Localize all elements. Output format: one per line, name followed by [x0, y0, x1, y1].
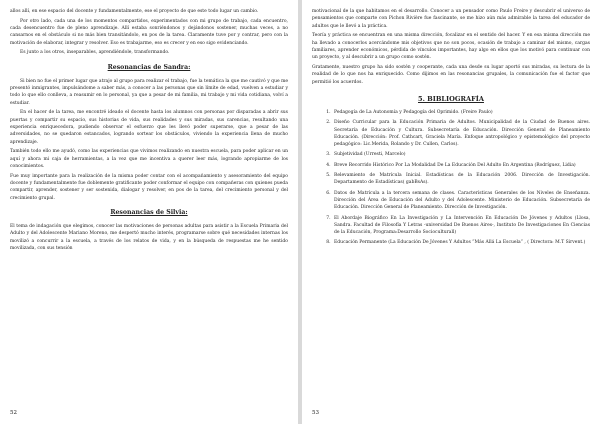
silvia-paragraph: El tema de indagación que elegimos, conocer las motivaciones de personas adultas para asistir a la Escuela Primaria del Adulto y del Adolescente Mariano Moreno, me despertó mucho interés, programarse sobre qué necesidades internas los movilizó a concurrir a la escuela, a través de los relatos de vida, y en la búsqueda de respuestas me he sentido movilizada, con sus tensión: [10, 224, 288, 251]
bibliography-item: 2. Diseño Curricular para la Educación Primaria de Adultos. Municipalidad de la Ciudad de Buenos aires. Secretaría de Educación y Cultura. Subsecretaría de Educación. Dirección General de Planeamiento Educación. (Dirección: Prof. Cathcart, Graciela María. Enfoque antropológico y epistemológico del proyecto pedagógico: Lic.Merida, Rolando y Dr. Cullen, Carlos).: [332, 119, 590, 148]
page-number-left: 52: [10, 410, 17, 416]
bibliography-list: [312, 109, 590, 247]
bibliography-item: 3. Subjetividad (Urresti, Marcelo): [332, 151, 590, 158]
right-paragraph: Teoría y práctica se encuentran en una misma dirección, focalizar en el sentido del hacer. Y en esa misma dirección me ha llevado a conocerlos acercándome mis objetivos que no son pocos, ocasión de trabajo a caminar del mismo, cargas familiares, aprender económicos, pérdida de vínculos importantes, hay algo en ellos que los motivó para continuar con un proyecto, y al descubrir a un grupo como sostén.: [312, 33, 590, 61]
bibliography-item: 8. Educación Permanente (La Educación De Jóvenes Y Adultos “Más Allá La Escuela” , ( Directora: M.T Sirvent.): [332, 239, 590, 246]
sandra-paragraph: También todo ello me ayudó, como las experiencias que vivimos realizando en nuestra escuela, para poder aplicar en un aquí y ahora mi caja de herramientas, a la vez que me incentiva a querer leer más, logrando apropiarme de los conocimientos.: [10, 149, 288, 170]
right-page: [302, 0, 600, 424]
left-paragraph: Por otro lado, cada una de los momentos compartidos, experimentados con mi grupo de trabajo, cada encuentro, cada desencuentro fue de pleno aprendizaje. Allí estaba sonriéndonos y dejándonos sostener, muchas veces, a no cansarnos en el obstáculo si no más bien transitándolo, en pos de la tarea. Claramente tuve por y contrar, pero con la motivación de elaborar, integrar y resolver. Eso es trabajarme, eso es crecer y en eso sigo evidenciando.: [10, 18, 288, 46]
left-column: [10, 8, 288, 402]
sandra-paragraph: En el hacer de la tarea, me encontré ideado el docente hasta los alumnos con personas por disparadas a abrir sus puertas y compartir su espacio, sus historias de vida, sus realidades y sus miradas, sus carencias, resultando una experiencia enriquecedora, pudiendo observar el esfuerzo que les llevó poder superarse, que a pesar de las adversidades, no se quedaron estancados, logrando sortear los obstáculos, viviendo la experiencia llena de mucho aprendizaje.: [10, 110, 288, 145]
heading-resonancias-silvia: Resonancias de Silvia:: [110, 209, 188, 217]
heading-bibliografia: 5. BIBLIOGRAFÍA: [418, 94, 484, 103]
left-page: [0, 0, 298, 424]
bibliography-item: 7. El Abordaje Biográfico En La Investigación y La Intervención En Educación De Jóvenes y Adultos (Llosa, Sandra. Facultad de Filosofía Y Letras -universidad De Buenos Aires-, Instituto De Investigaciones En Ciencias de la Educación, Programa:Desarrollo Socioculturall): [332, 215, 590, 237]
bibliography-item: 4. Breve Recorrido Histórico Por La Modalidad De La Educación Del Adulto En Argentina (Rodríguez, Lidia): [332, 162, 590, 169]
left-paragraph: allos allí, en ese espacio del docente y fundamentalmente, ese el proyecto de que este todo lugar un cambio.: [10, 9, 259, 14]
left-paragraph: Es junto a los otros, inseparables, aprendiéndole, transformando.: [20, 50, 170, 56]
heading-resonancias-sandra: Resonancias de Sandra:: [107, 63, 191, 71]
bibliography-item: 1. Pedagogía de La Autonomía y Pedagogía del Oprimido. (Freire Paulo): [332, 109, 590, 116]
page-number-right: 53: [312, 410, 319, 416]
right-paragraph: Gratamente, nuestro grupo ha sido sostén y cooperante, cada una desde su lugar aportó sus miradas, su lectura de la realidad de lo que nos ha enriquecido. Como dijimos en las resonancias grupales, la comunicación fue el factor que permitió los acuerdos.: [312, 65, 590, 85]
right-paragraph: motivacional de la que habitamos en el desarrollo. Conocer a un pensador como Paulo Freire y descubrir el universo de pensamientos que comparte con Pichon Rivière fue fascinante, se me hizo aún más admirable la tarea del educador de adultos que le llevó a la práctica.: [312, 9, 590, 29]
bibliography-item: 5. Relevamiento de Matrícula Inicial. Estadísticas de la Educación 2006. Dirección de Investigación. Departamento de Estadísticas( gabBsAs).: [332, 172, 590, 187]
bibliography-item: 6. Datos de Matrícula a la tercera semana de clases. Características Generales de los Niveles de Enseñanza. Dirección del Área de Educación del Adulto y del Adolescente. Ministerio de Educación. Subsecretaría de Educación. Dirección General de Planeamiento. Dirección de Investigación.: [332, 190, 590, 212]
right-column: [312, 8, 590, 402]
sandra-paragraph: Fue muy importante para la realización de la misma poder contar con el acompañamiento y asesoramiento del equipo docente y fundamentalmente fue doblemente gratificante poder conformar el equipo con compañeras con quienes pueda compartir, aprender, sostener y ser sostenida, dialogar y resolver, en pos de la tarea, del crecimiento personal y del crecimiento grupal.: [10, 173, 288, 201]
sandra-paragraph: Si bien no fue el primer lugar que atrajo al grupo para realizar el trabajo, fue la temática la que me cautivó y que me presentó inmigrantes, impulsándome a saber más, a conocer a las personas que sin límite de edad, vuelven a estudiar y todo lo que ello conlleva, a reasumir en lo personal, ya que a pesar de mi familia, mi trabajo y mi vida cotidiana, volví a estudiar.: [10, 78, 288, 106]
